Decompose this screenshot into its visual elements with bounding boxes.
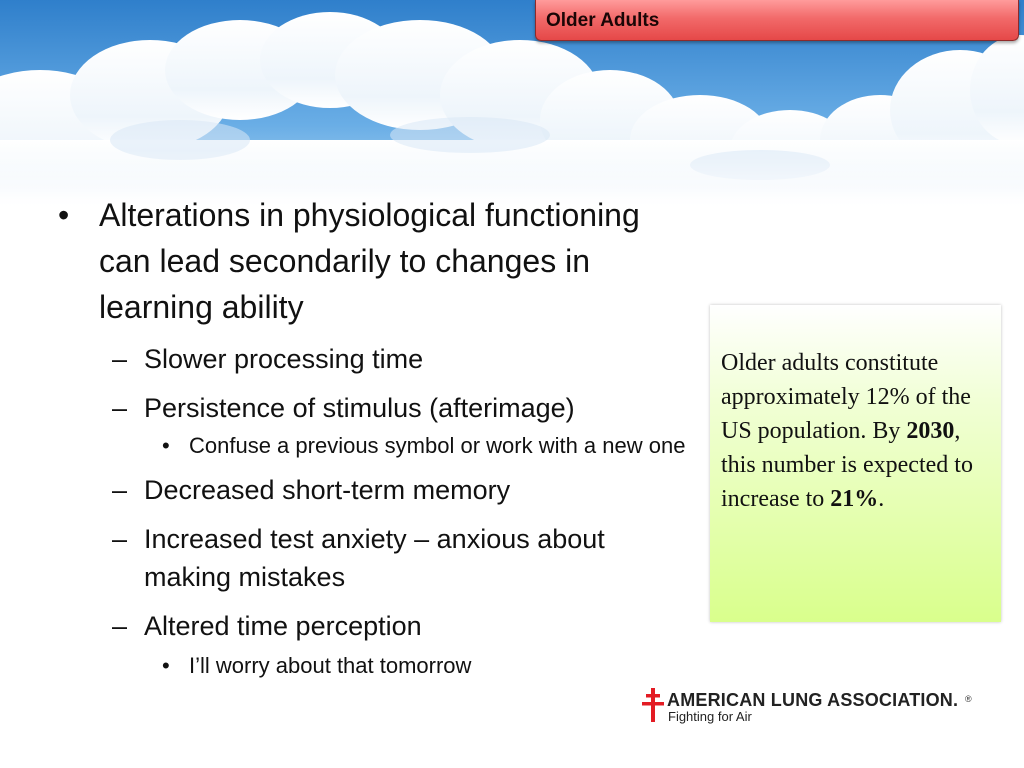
logo-tagline: Fighting for Air bbox=[668, 709, 752, 724]
bullet-level3 bbox=[58, 429, 689, 462]
bullet-text: Increased test anxiety – anxious about making mistakes bbox=[144, 524, 605, 592]
statistic-callout-box bbox=[710, 305, 1001, 622]
callout-percent: 21% bbox=[830, 486, 879, 512]
bullet-text: Persistence of stimulus (afterimage) bbox=[144, 393, 575, 423]
bullet-level2 bbox=[58, 389, 708, 427]
bullet-level3 bbox=[58, 649, 689, 682]
bullet-marker: • bbox=[58, 197, 70, 233]
bullet-marker: • bbox=[162, 653, 170, 678]
callout-text: , this number is expected to increase to bbox=[721, 418, 973, 512]
callout-year: 2030 bbox=[906, 418, 955, 444]
dash-marker: – bbox=[112, 344, 128, 374]
registered-mark: ® bbox=[965, 694, 972, 704]
american-lung-association-logo bbox=[640, 685, 980, 725]
dash-marker: – bbox=[112, 475, 128, 505]
bullet-text: Altered time perception bbox=[144, 611, 422, 641]
bullet-text: Confuse a previous symbol or work with a new one bbox=[189, 433, 686, 458]
dash-marker: – bbox=[112, 393, 128, 423]
callout-text: Older adults constitute approximately 12% of the US population. By bbox=[721, 350, 971, 444]
bullet-level2 bbox=[58, 340, 708, 378]
bullet-level2 bbox=[58, 607, 708, 645]
logo-name: AMERICAN LUNG ASSOCIATION. bbox=[667, 690, 959, 710]
dash-marker: – bbox=[112, 611, 128, 641]
section-tab bbox=[535, 0, 1019, 41]
bullet-list bbox=[58, 192, 708, 682]
bullet-text: Slower processing time bbox=[144, 344, 424, 374]
bullet-text: I’ll worry about that tomorrow bbox=[189, 653, 472, 678]
bullet-level2 bbox=[58, 471, 708, 509]
dash-marker: – bbox=[112, 524, 128, 554]
section-tab-label: Older Adults bbox=[546, 10, 660, 31]
bullet-marker: • bbox=[162, 433, 170, 458]
bullet-level1 bbox=[58, 192, 689, 330]
bullet-text: Decreased short-term memory bbox=[144, 475, 511, 505]
callout-text: . bbox=[878, 486, 885, 512]
bullet-level2 bbox=[58, 520, 614, 596]
bullet-text: Alterations in physiological functioning can lead secondarily to changes in learning ability bbox=[99, 197, 640, 325]
double-barred-cross-icon bbox=[642, 688, 664, 722]
